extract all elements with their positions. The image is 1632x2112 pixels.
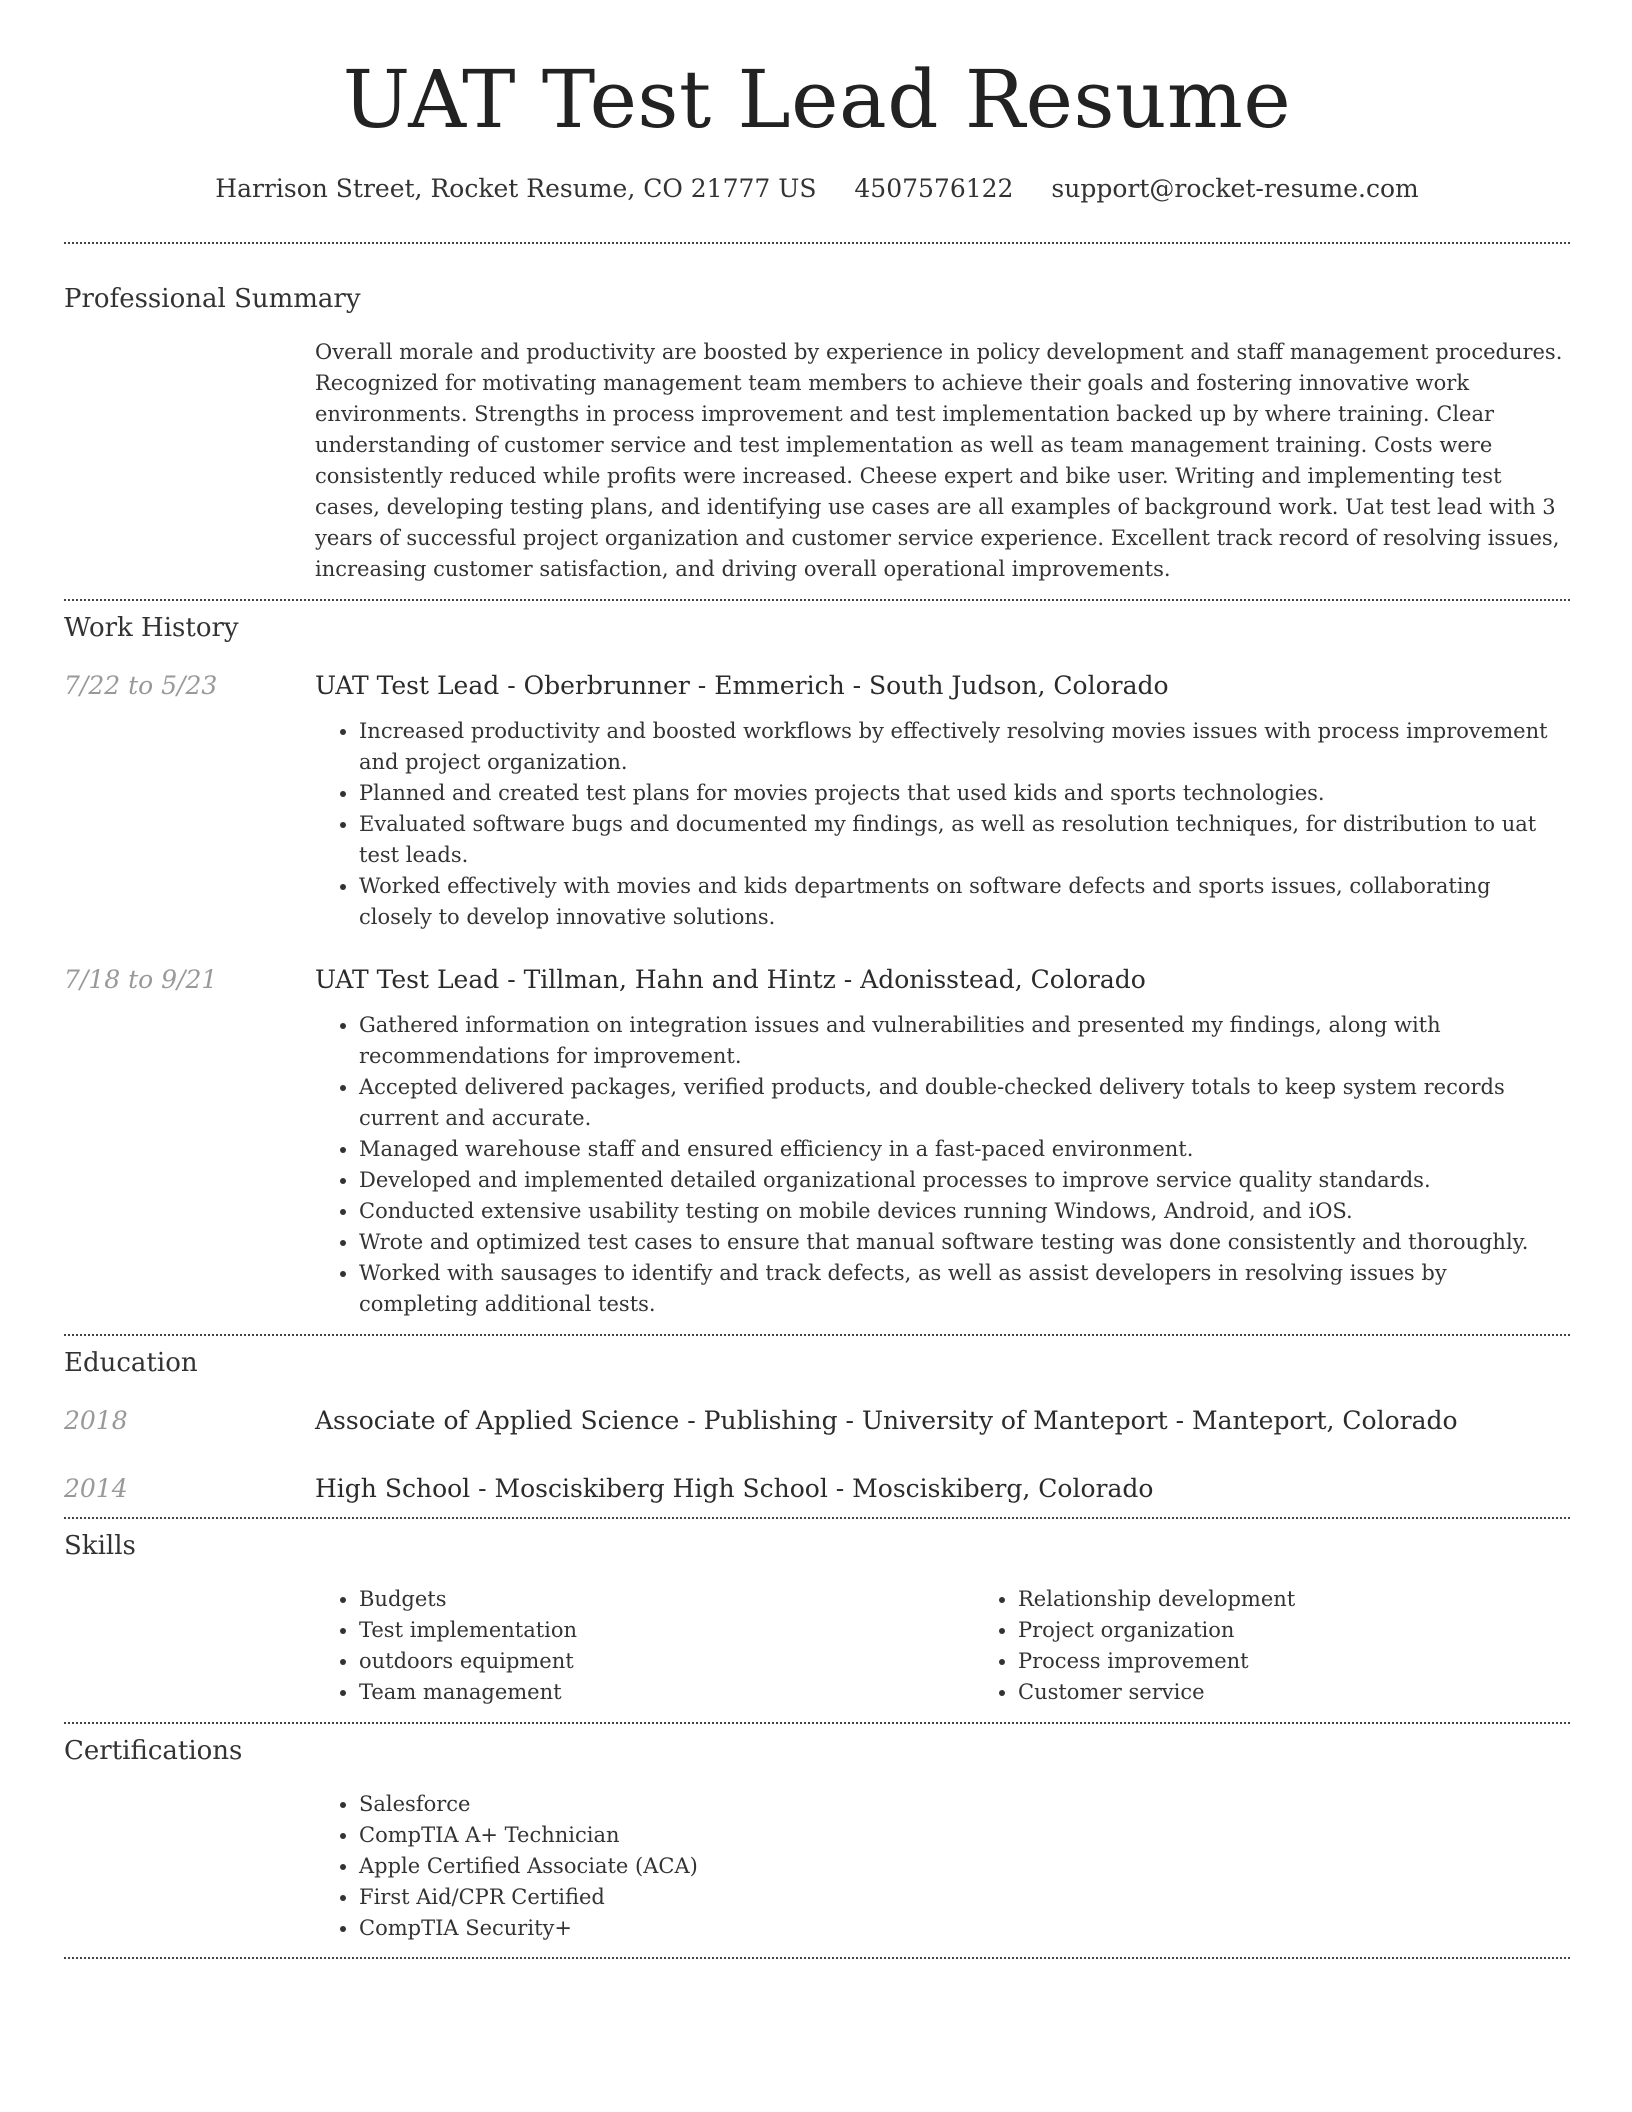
skills-list-left (315, 1584, 974, 1708)
contact-email: support@rocket-resume.com (1051, 174, 1419, 203)
section-title-skills: Skills (64, 1531, 136, 1561)
skill-item: • Test implementation (359, 1615, 974, 1646)
certifications-list (315, 1789, 1570, 1944)
certification-item: • First Aid/CPR Certified (359, 1882, 1570, 1913)
skills-section (64, 1519, 1570, 1708)
job-title: UAT Test Lead - Tillman, Hahn and Hintz - Adonisstead, Colorado (315, 965, 1146, 994)
job-entry (64, 963, 1570, 1320)
list-item: • Conducted extensive usability testing on mobile devices running Windows, Android, and iOS. (359, 1196, 1570, 1227)
list-item: • Planned and created test plans for movies projects that used kids and sports technologies. (359, 778, 1570, 809)
education-year: 2014 (64, 1474, 128, 1503)
skill-item: • Project organization (1018, 1615, 1295, 1646)
skill-item: • Customer service (1018, 1677, 1295, 1708)
contact-address: Harrison Street, Rocket Resume, CO 21777 US (215, 174, 817, 203)
job-dates: 7/18 to 9/21 (64, 965, 218, 994)
list-item: • Managed warehouse staff and ensured efficiency in a fast-paced environment. (359, 1134, 1570, 1165)
resume-page (64, 0, 1570, 1959)
section-title-work-history: Work History (64, 613, 239, 643)
list-item: • Accepted delivered packages, verified products, and double-checked delivery totals to keep system records current and accurate. (359, 1072, 1570, 1134)
skill-item: • Team management (359, 1677, 974, 1708)
list-item: • Developed and implemented detailed organizational processes to improve service quality standards. (359, 1165, 1570, 1196)
skill-item: • outdoors equipment (359, 1646, 974, 1677)
job-dates: 7/22 to 5/23 (64, 671, 218, 700)
list-item: • Wrote and optimized test cases to ensure that manual software testing was done consistently and thoroughly. (359, 1227, 1570, 1258)
education-year: 2018 (64, 1406, 128, 1435)
skills-grid (315, 1584, 1570, 1708)
certification-item: • Salesforce (359, 1789, 1570, 1820)
resume-title: UAT Test Lead Resume (342, 53, 1292, 146)
skill-item: • Process improvement (1018, 1646, 1295, 1677)
job-bullets (315, 716, 1570, 933)
education-degree: Associate of Applied Science - Publishing - University of Manteport - Manteport, Colorado (315, 1406, 1458, 1435)
skills-list-right (974, 1584, 1295, 1708)
list-item: • Worked effectively with movies and kids departments on software defects and sports issues, collaborating closely to develop innovative solutions. (359, 871, 1570, 933)
certification-item: • Apple Certified Associate (ACA) (359, 1851, 1570, 1882)
certifications-section (64, 1724, 1570, 1944)
education-degree: High School - Mosciskiberg High School - Mosciskiberg, Colorado (315, 1474, 1154, 1503)
summary-section (64, 244, 1570, 585)
skill-item: • Relationship development (1018, 1584, 1295, 1615)
education-entry (64, 1472, 1570, 1506)
list-item: • Worked with sausages to identify and track defects, as well as assist developers in resolving issues by completing additional tests. (359, 1258, 1570, 1320)
section-title-certifications: Certifications (64, 1736, 243, 1766)
education-entry (64, 1404, 1570, 1438)
list-item: • Increased productivity and boosted workflows by effectively resolving movies issues with process improvement and project organization. (359, 716, 1570, 778)
certification-item: • CompTIA Security+ (359, 1913, 1570, 1944)
skill-item: • Budgets (359, 1584, 974, 1615)
job-bullets (315, 1010, 1570, 1320)
list-item: • Evaluated software bugs and documented my findings, as well as resolution techniques, for distribution to uat test leads. (359, 809, 1570, 871)
list-item: • Gathered information on integration issues and vulnerabilities and presented my findings, along with recommendations for improvement. (359, 1010, 1570, 1072)
work-history-section (64, 601, 1570, 1320)
summary-text: Overall morale and productivity are boosted by experience in policy development and staff management procedures. Recognized for motivating management team members to achieve their goals and fostering innovative work environments. Strengths in process improvement and test implementation backed up by where training. Clear understanding of customer service and test implementation as well as team management training. Costs were consistently reduced while profits were increased. Cheese expert and bike user. Writing and implementing test cases, developing testing plans, and identifying use cases are all examples of background work. Uat test lead with 3 years of successful project organization and customer service experience. Excellent track record of resolving issues, increasing customer satisfaction, and driving overall operational improvements. (315, 340, 1563, 581)
contact-phone: 4507576122 (854, 174, 1014, 203)
education-section (64, 1336, 1570, 1506)
contact-line (64, 172, 1570, 206)
section-title-summary: Professional Summary (64, 284, 361, 314)
section-divider (64, 1957, 1570, 1959)
job-title: UAT Test Lead - Oberbrunner - Emmerich - South Judson, Colorado (315, 671, 1169, 700)
job-entry (64, 669, 1570, 933)
certification-item: • CompTIA A+ Technician (359, 1820, 1570, 1851)
section-title-education: Education (64, 1348, 198, 1378)
